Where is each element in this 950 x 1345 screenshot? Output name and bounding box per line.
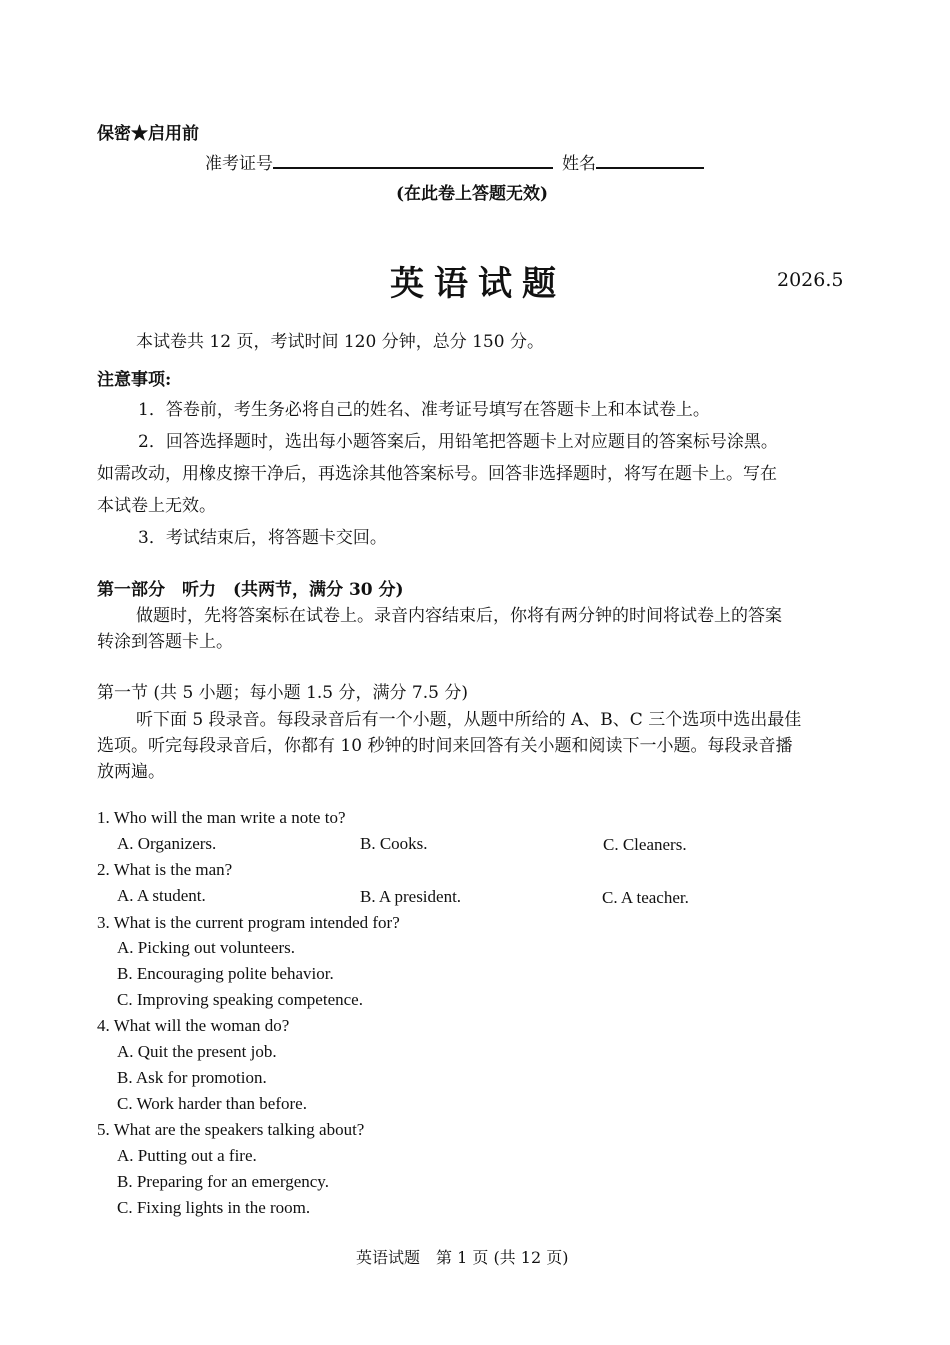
question-4-stem: 4. What will the woman do? — [97, 1016, 290, 1035]
question-1-option-b: B. Cooks. — [360, 834, 428, 853]
notice-item-2-line-3: 本试卷上无效。 — [97, 496, 216, 516]
question-3-stem: 3. What is the current program intended for? — [97, 913, 400, 932]
question-3-option-a: A. Picking out volunteers. — [117, 938, 296, 957]
notice-item-2-line-2: 如需改动，用橡皮擦干净后，再选涂其他答案标号。回答非选择题时，将写在题卡上。写在 — [97, 464, 777, 484]
question-4-option-a: A. Quit the present job. — [117, 1042, 277, 1061]
part1-desc-line-2: 转涂到答题卡上。 — [97, 632, 233, 652]
part1-heading: 第一部分 听力 (共两节，满分 30 分) — [97, 580, 404, 600]
name-label: 姓名 — [562, 154, 596, 174]
page-footer: 英语试题 第 1 页 (共 12 页) — [356, 1248, 569, 1267]
page-title: 英语试题 — [390, 264, 566, 304]
section1-desc-line-3: 放两遍。 — [97, 762, 165, 782]
notice-item-2-line-1: 2．回答选择题时，选出每小题答案后，用铅笔把答题卡上对应题目的答案标号涂黑。 — [138, 432, 778, 452]
exam-id-blank — [273, 151, 553, 169]
question-1-option-a: A. Organizers. — [117, 834, 217, 853]
confidential-mark: 保密★启用前 — [97, 124, 199, 144]
question-2-option-c: C. A teacher. — [602, 888, 689, 907]
question-5-option-b: B. Preparing for an emergency. — [117, 1172, 329, 1191]
notice-heading: 注意事项: — [97, 370, 172, 390]
invalid-note: (在此卷上答题无效) — [396, 184, 549, 204]
name-field — [562, 149, 704, 174]
question-4-option-c: C. Work harder than before. — [117, 1094, 307, 1113]
exam-id-label: 准考证号 — [205, 154, 273, 174]
question-1-option-c: C. Cleaners. — [603, 835, 687, 854]
section1-heading: 第一节 (共 5 小题；每小题 1.5 分，满分 7.5 分) — [97, 683, 468, 703]
question-3-option-b: B. Encouraging polite behavior. — [117, 964, 334, 983]
part1-desc-line-1: 做题时，先将答案标在试卷上。录音内容结束后，你将有两分钟的时间将试卷上的答案 — [136, 606, 782, 626]
intro-text: 本试卷共 12 页，考试时间 120 分钟，总分 150 分。 — [136, 332, 544, 352]
question-5-stem: 5. What are the speakers talking about? — [97, 1120, 365, 1139]
question-4-option-b: B. Ask for promotion. — [117, 1068, 267, 1087]
question-5-option-a: A. Putting out a fire. — [117, 1146, 257, 1165]
name-blank — [596, 151, 704, 169]
section1-desc-line-1: 听下面 5 段录音。每段录音后有一个小题，从题中所给的 A、B、C 三个选项中选出最佳 — [136, 710, 802, 730]
question-2-stem: 2. What is the man? — [97, 860, 233, 879]
section1-desc-line-2: 选项。听完每段录音后，你都有 10 秒钟的时间来回答有关小题和阅读下一小题。每段录音播 — [97, 736, 793, 756]
question-5-option-c: C. Fixing lights in the room. — [117, 1198, 311, 1217]
notice-item-3: 3．考试结束后，将答题卡交回。 — [138, 528, 387, 548]
exam-id-field — [205, 149, 553, 174]
notice-item-1: 1．答卷前，考生务必将自己的姓名、准考证号填写在答题卡上和本试卷上。 — [138, 400, 710, 420]
question-1-stem: 1. Who will the man write a note to? — [97, 808, 346, 827]
question-2-option-b: B. A president. — [360, 887, 462, 906]
exam-date: 2026.5 — [777, 269, 844, 291]
question-3-option-c: C. Improving speaking competence. — [117, 990, 363, 1009]
question-2-option-a: A. A student. — [117, 886, 206, 905]
